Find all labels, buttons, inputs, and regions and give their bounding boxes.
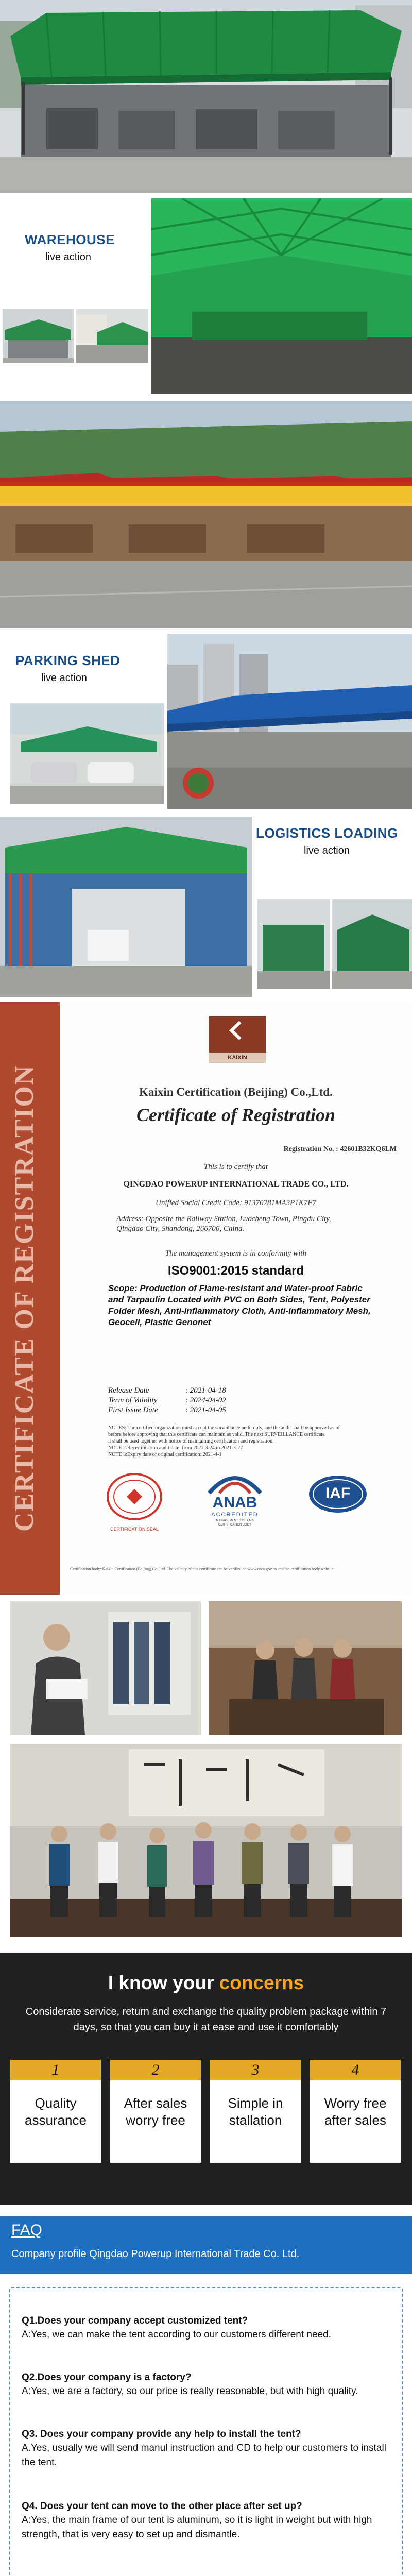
concern-card-number: 2 — [110, 2060, 201, 2080]
certificate-dates — [108, 1386, 314, 1415]
team-photo — [10, 1744, 402, 1937]
date-key: Term of Validity — [108, 1396, 158, 1404]
logistics-title: LOGISTICS LOADING — [256, 825, 398, 841]
certificate-body — [60, 1002, 412, 1595]
warehouse-interior-photo — [151, 198, 412, 394]
faq-body — [0, 2274, 412, 2576]
certifier-logo — [209, 1016, 266, 1063]
concern-card-text: Quality assurance — [25, 2095, 87, 2128]
certificate-side-banner — [0, 1002, 60, 1595]
logistics-section — [0, 814, 412, 1002]
warehouse-small-photo-2 — [76, 309, 148, 363]
faq-answer: A.Yes, usually we will send manul instruction and CD to help our customers to install the tent. — [22, 2443, 386, 2468]
iaf-logo — [307, 1473, 369, 1515]
logistics-small-photo-2 — [332, 899, 412, 989]
faq-title: FAQ — [11, 2222, 43, 2239]
faq-answer: A:Yes, we are a factory, so our price is really reasonable, but with high quality. — [22, 2386, 358, 2397]
warehouse-small-photo-1 — [3, 309, 74, 363]
certificate-note: NOTE 2:Recertification audit date: from 2021-3-24 to 2021-3-27 — [108, 1445, 243, 1451]
certificate-system-text: The management system is in conformity with — [165, 1249, 307, 1258]
anab-accredited: ACCREDITED — [211, 1512, 259, 1518]
concern-card — [310, 2060, 401, 2163]
concern-card-number: 3 — [210, 2060, 301, 2080]
concern-card-text: Simple in stallation — [228, 2095, 283, 2128]
certificate-date-row — [108, 1405, 314, 1415]
concerns-text: Considerate service, return and exchange the quality problem package within 7 days, so that you can buy it at ease and use it comfortably — [25, 2006, 387, 2033]
faq-item — [22, 2314, 392, 2342]
concern-card — [10, 2060, 101, 2163]
faq-header — [0, 2216, 412, 2274]
faq-frame — [9, 2287, 403, 2576]
date-key: First Issue Date — [108, 1406, 158, 1414]
logistics-large-photo — [0, 817, 252, 997]
concern-card-text: Worry free after sales — [324, 2095, 387, 2128]
certificate-note: NOTES: The certified organization must accept the surveillance audit duly, and the audit shall be approved as of — [108, 1425, 340, 1431]
certificate-note: NOTE 3:Expiry date of original certification: 2021-4-1 — [108, 1452, 222, 1458]
parking-title: PARKING SHED — [15, 653, 121, 668]
faq-subtitle: Company profile Qingdao Powerup International Trade Co. Ltd. — [11, 2248, 300, 2260]
certificate-footer: Certification body: Kaixin Certification (Beijing) Co.,Ltd. The validity of this certificate can be verified on www.cnca.gov.cn and the certification body website. — [70, 1567, 335, 1571]
faq-item — [22, 2427, 392, 2470]
office-photo-1 — [10, 1601, 201, 1735]
seal-icon — [106, 1468, 163, 1525]
logistics-subtitle: live action — [304, 845, 350, 856]
certificate-issuer: Kaixin Certification (Beijing) Co.,Ltd. — [139, 1086, 333, 1098]
date-key: Release Date — [108, 1386, 149, 1395]
date-value: : 2021-04-05 — [185, 1406, 226, 1414]
concerns-title-highlight: concerns — [219, 1972, 304, 1993]
faq-answer: A:Yes, the main frame of our tent is aluminum, so it is light in weight but with high strength, that is very easy to set up and dismantle. — [22, 2515, 372, 2540]
certificate-address: Address: Opposite the Railway Station, Luocheng Town, Pingdu City, Qingdao City, Shandong, 266706, China. — [116, 1215, 331, 1233]
faq-question: Q2.Does your company is a factory? — [22, 2372, 192, 2383]
concern-card — [210, 2060, 301, 2163]
certificate-date-row — [108, 1396, 314, 1405]
certificate-side-text: CERTIFICATE OF REGISTRATION — [10, 1064, 39, 1532]
concerns-title-prefix: I know your — [108, 1972, 214, 1993]
hero-tent-photo — [0, 0, 412, 193]
warehouse-title: WAREHOUSE — [25, 232, 115, 247]
certificate-date-row — [108, 1386, 314, 1396]
concern-card-text: After sales worry free — [124, 2095, 187, 2128]
parking-small-photo — [10, 703, 164, 804]
warehouse-subtitle: live action — [45, 251, 91, 263]
date-value: : 2024-04-02 — [185, 1396, 226, 1404]
certificate-reg-no: Registration No. : 42601B32KQ6LM — [283, 1145, 397, 1153]
certificate-title: Certificate of Registration — [136, 1105, 335, 1125]
certificate-scope: Scope: Production of Flame-resistant and Water-proof Fabric and Tarpaulin Located with PVC on Both Sides, Tent, Polyester Folder Mesh, Anti-inflammatory Cloth, Anti-inflammatory Mesh, Geocell, Plastic Genonet — [108, 1283, 371, 1327]
seal-text: CERTIFICATION SEAL — [110, 1527, 159, 1532]
certificate-company: QINGDAO POWERUP INTERNATIONAL TRADE CO., LTD. — [123, 1180, 349, 1189]
certificate-notes — [108, 1425, 376, 1458]
anab-small: MANAGEMENT SYSTEMS CERTIFICATION BODY — [216, 1519, 254, 1527]
faq-question: Q1.Does your company accept customized tent? — [22, 2315, 248, 2326]
certificate-certify-text: This is to certify that — [203, 1163, 268, 1171]
anab-mark-icon — [204, 1468, 266, 1494]
office-photo-2 — [209, 1601, 402, 1735]
parking-section — [0, 631, 412, 811]
faq-answer: A:Yes, we can make the tent according to our customers different need. — [22, 2329, 331, 2340]
warehouse-section — [0, 196, 412, 399]
parking-large-photo — [167, 634, 412, 809]
anab-logo — [204, 1468, 266, 1530]
certifier-logo-icon — [209, 1016, 266, 1053]
certificate-credit-code: Unified Social Credit Code: 91370281MA3P1K7F7 — [156, 1199, 316, 1207]
certificate-note: it shall be used together with notice of maintaining certification and registration. — [108, 1438, 274, 1444]
market-stalls-photo — [0, 401, 412, 628]
concern-card — [110, 2060, 201, 2163]
parking-subtitle: live action — [41, 672, 87, 684]
iaf-text: IAF — [325, 1485, 351, 1502]
anab-text: ANAB — [212, 1494, 258, 1511]
concern-card-number: 4 — [310, 2060, 401, 2080]
certifier-logo-label: KAIXIN — [209, 1053, 266, 1063]
concerns-section — [0, 1953, 412, 2205]
faq-item — [22, 2499, 392, 2542]
concern-card-number: 1 — [10, 2060, 101, 2080]
faq-question: Q3. Does your company provide any help to install the tent? — [22, 2429, 301, 2439]
certificate-note: before before approving that this certificate can maintain as valid. The next SURVEILLANCE certificate — [108, 1432, 325, 1437]
logistics-small-photo-1 — [258, 899, 330, 989]
certificate-standard: ISO9001:2015 standard — [167, 1264, 304, 1278]
date-value: : 2021-04-18 — [185, 1386, 226, 1395]
faq-item — [22, 2370, 392, 2399]
certificate-section — [0, 1002, 412, 1595]
faq-question: Q4. Does your tent can move to the other place after set up? — [22, 2501, 302, 2512]
certificate-seal — [106, 1468, 163, 1525]
concerns-title — [0, 1972, 412, 1994]
